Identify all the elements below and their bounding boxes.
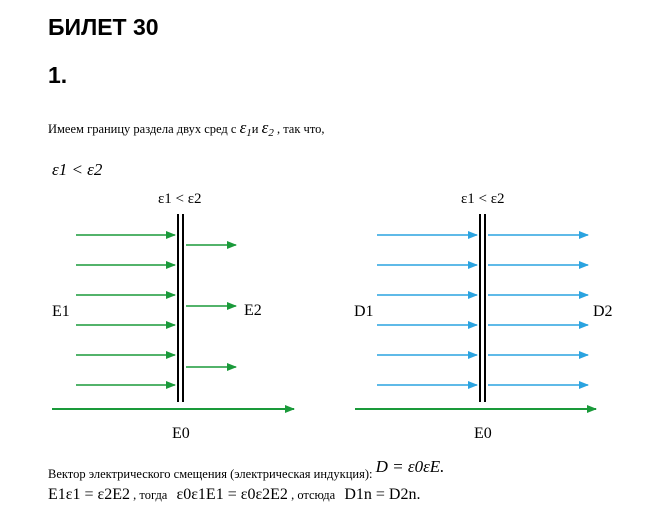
left-label-e1: E1	[52, 303, 70, 320]
left-label-e2: E2	[244, 302, 262, 319]
left-label-e0: E0	[172, 425, 190, 442]
ticket-title: БИЛЕТ 30	[48, 14, 159, 40]
epsilon-1: $\varepsilon_1$	[239, 118, 252, 139]
epsilon-2: $\varepsilon_2$	[261, 118, 274, 139]
right-label-d1: D1	[354, 303, 374, 320]
intro-conj: и	[251, 122, 259, 136]
formula-e1e2: E1ε1 = ε2E2	[48, 486, 131, 503]
intro-text-before: Имеем границу раздела двух сред с	[48, 122, 237, 136]
left-incident-arrows	[76, 235, 175, 385]
induction-text: Вектор электрического смещения (электрическая индукция):	[48, 467, 373, 481]
right-top-label: ε1 < ε2	[461, 191, 505, 207]
right-figure	[354, 191, 613, 442]
formula-d: D = ε0εE.	[375, 457, 445, 476]
formula-d1n: D1n = D2n.	[344, 486, 421, 503]
left-refracted-arrows	[186, 245, 236, 367]
section-number: 1.	[48, 62, 68, 88]
induction-line	[48, 457, 445, 483]
relation-line	[48, 486, 420, 504]
left-top-label: ε1 < ε2	[158, 191, 202, 207]
formula-eps0: ε0ε1E1 = ε0ε2E2	[176, 486, 288, 503]
right-incident-arrows	[377, 235, 477, 385]
right-label-e0: E0	[474, 425, 492, 442]
intro-text-after: , так что,	[276, 122, 325, 136]
right-label-d2: D2	[593, 303, 613, 320]
hence-word: , отсюда	[291, 488, 336, 502]
then-word: , тогда	[133, 488, 168, 502]
inequality: ε1 < ε2	[52, 160, 103, 179]
right-refracted-arrows	[488, 235, 588, 385]
left-figure	[52, 191, 294, 442]
